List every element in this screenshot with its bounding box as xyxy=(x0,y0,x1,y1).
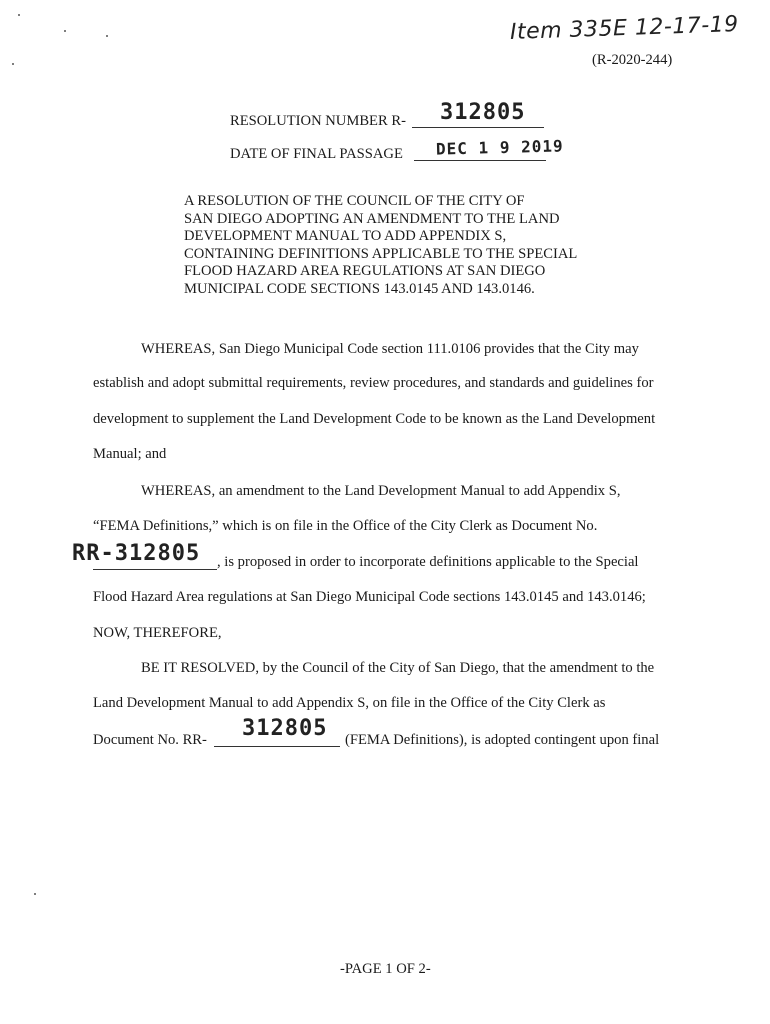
scan-speck xyxy=(18,14,20,16)
resolution-number-label: RESOLUTION NUMBER R- xyxy=(230,113,406,129)
resolution-number-line xyxy=(412,127,544,128)
scan-speck xyxy=(12,63,14,65)
paragraph-4-line-1: BE IT RESOLVED, by the Council of the City of San Diego, that the amendment to the xyxy=(141,660,655,676)
title-line: A RESOLUTION OF THE COUNCIL OF THE CITY OF xyxy=(184,193,525,209)
final-passage-date-stamp: DEC 1 9 2019 xyxy=(435,136,564,159)
document-number-stamp: RR-312805 xyxy=(72,541,201,566)
page-number: -PAGE 1 OF 2- xyxy=(340,961,431,977)
paragraph-4-line-3-prefix: Document No. RR- xyxy=(93,732,207,748)
title-line: FLOOD HAZARD AREA REGULATIONS AT SAN DIEGO xyxy=(184,263,546,279)
scan-speck xyxy=(106,35,108,37)
title-line: CONTAINING DEFINITIONS APPLICABLE TO THE SPECIAL xyxy=(184,245,578,262)
paragraph-2-line-1: WHEREAS, an amendment to the Land Development Manual to add Appendix S, xyxy=(141,483,621,499)
paragraph-1-line-2: establish and adopt submittal requirements, review procedures, and standards and guidelines for xyxy=(93,375,654,391)
document-number-stamp-2: 312805 xyxy=(242,716,328,741)
handwritten-item-note: Item 335E 12-17-19 xyxy=(509,12,740,45)
resolution-reference: (R-2020-244) xyxy=(592,52,673,68)
paragraph-1-line-1: WHEREAS, San Diego Municipal Code section 111.0106 provides that the City may xyxy=(141,341,639,357)
paragraph-2-line-4: Flood Hazard Area regulations at San Diego Municipal Code sections 143.0145 and 143.0146; xyxy=(93,589,646,605)
document-number-line xyxy=(93,569,217,570)
paragraph-2-line-3: , is proposed in order to incorporate definitions applicable to the Special xyxy=(217,554,639,570)
paragraph-4-line-3-suffix: (FEMA Definitions), is adopted contingent upon final xyxy=(345,732,660,748)
title-line: SAN DIEGO ADOPTING AN AMENDMENT TO THE LAND xyxy=(184,210,560,227)
paragraph-2-line-2: “FEMA Definitions,” which is on file in the Office of the City Clerk as Document No. xyxy=(93,518,598,534)
paragraph-4-line-2: Land Development Manual to add Appendix S, on file in the Office of the City Clerk as xyxy=(93,695,606,711)
resolution-title xyxy=(184,193,577,298)
paragraph-1-line-3: development to supplement the Land Development Code to be known as the Land Development xyxy=(93,411,656,427)
resolution-number-stamp: 312805 xyxy=(440,100,526,125)
scan-speck xyxy=(64,30,66,32)
paragraph-1-line-4: Manual; and xyxy=(93,446,167,462)
title-line: DEVELOPMENT MANUAL TO ADD APPENDIX S, xyxy=(184,228,507,244)
final-passage-line xyxy=(414,160,546,161)
now-therefore-line: NOW, THEREFORE, xyxy=(93,625,222,641)
final-passage-label: DATE OF FINAL PASSAGE xyxy=(230,146,403,162)
title-line: MUNICIPAL CODE SECTIONS 143.0145 AND 143.0146. xyxy=(184,280,535,297)
scan-speck xyxy=(34,893,36,895)
document-number-line-2 xyxy=(214,746,340,747)
